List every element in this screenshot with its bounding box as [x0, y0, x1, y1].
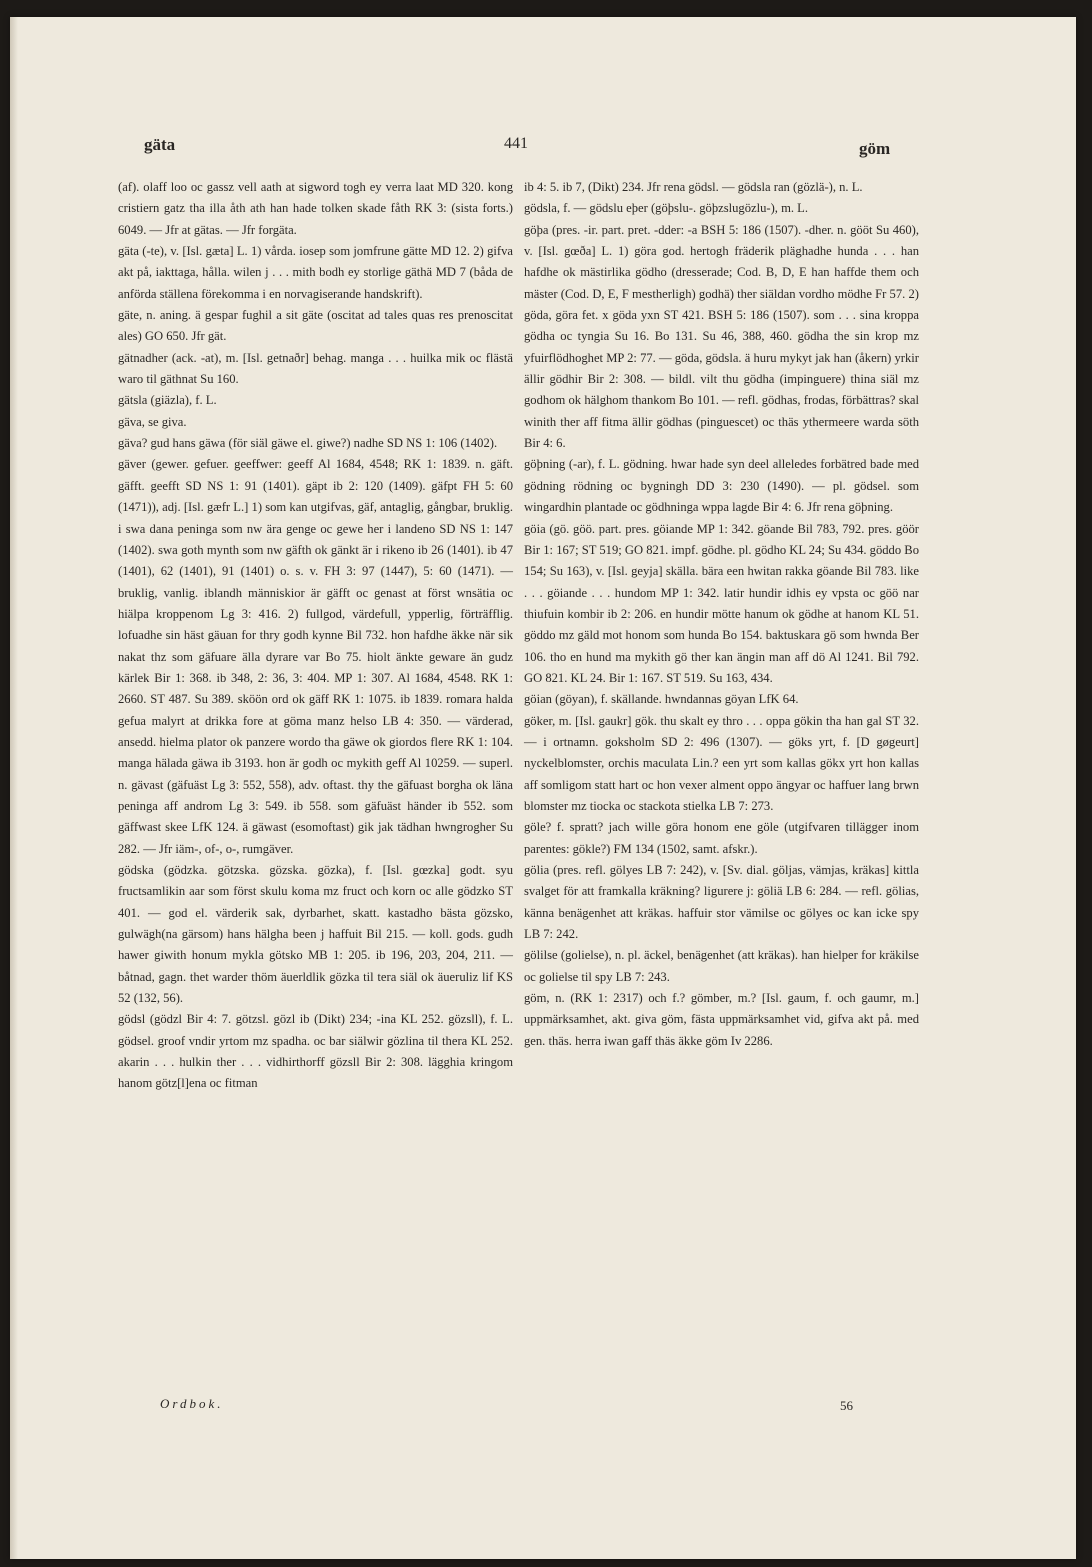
- entry-golilse: gölilse (golielse), n. pl. äckel, benägenhet (att kräkas). han hielper for kräkilse oc golielse til spy LB 7: 243.: [524, 948, 919, 984]
- entry-gate: gäte, n. aning. ä gespar fughil a sit gäte (oscitat ad tales quas res prenoscitat ales) GO 650. Jfr gät.: [118, 308, 513, 344]
- page-number: 441: [504, 135, 528, 152]
- entry-goian: göian (göyan), f. skällande. hwndannas göyan LfK 64.: [524, 692, 799, 707]
- catchword: Ordbok.: [160, 1396, 224, 1411]
- header-left-headword: gäta: [144, 135, 176, 154]
- entry-godska: gödska (gödzka. götzska. gözska. gözka), f. [Isl. gœzka] godt. syu fructsamlikin aar som först skulu koma mz fruct och korn oc alle gödzko ST 401. — god el. värderik sak, dyrbarhet, skatt. kastadho bästa gözsko, gulwägh(na gärsom) hans hälgha been j haffuit Bil 215. — koll. gods. gudh hawer giwith honum mykla götsko MB 1: 205. ib 196, 203, 204, 211. — båtnad, gagn. thet warder thöm äuerldlik gözka til tera siäl ok äueruliz lif KS 52 (132, 56).: [118, 863, 513, 1006]
- entry-goker: göker, m. [Isl. gaukr] gök. thu skalt ey thro . . . oppa gökin tha han gal ST 32. — i ortnamn. goksholm SD 2: 496 (1307). — göks yrt, f. [D gøgeurt] nyckelblomster, orchis maculata Lin.? een yrt som kallas gökx yrt hon kallas aff somligom statt hart oc hon vexer alment oppo ängyar oc haffuer lang brwn blomster mz tiocka oc stackota stielka LB 7: 273.: [524, 713, 919, 813]
- page-edge-shadow: [10, 17, 18, 1559]
- signature-mark: 56: [840, 1398, 853, 1413]
- entry-gatsla: gätsla (giäzla), f. L.: [118, 393, 217, 408]
- entry-gatnadher: gätnadher (ack. -at), m. [Isl. getnaðr] behag. manga . . . huilka mik oc flästä waro til gäthnat Su 160.: [118, 350, 513, 387]
- entry-godsl: gödsl (gödzl Bir 4: 7. götzsl. gözl ib (Dikt) 234; -ina KL 252. gözsll), f. L. gödsel. groof vndir yrtom mz spadha. oc bar siälwir gözlina til thera KL 252. akarin . . . hulkin ther . . . vidhirthorff gözsll Bir 2: 308. lägghia kringom hanom götz[l]ena oc fitman: [118, 1012, 513, 1091]
- left-column: [118, 177, 513, 1095]
- entry-gava: gäva, se giva.: [118, 414, 187, 429]
- entry-gopa: göþa (pres. -ir. part. pret. -dder: -a BSH 5: 186 (1507). -dher. n. gööt Su 460), v. [Isl. gœða] L. 1) göra god. hertogh fräderik pläghadhe hunda . . . han hafdhe ok mästirlika gödho (dresserade; Cod. B, D, E han haffde them och mäster (Cod. D, E, F mestherligh) godhä) ther siäldan vordho mödhe Fr 57. 2) göda, göra fet. x göda yxn ST 421. BSH 5: 186 (1507). som . . . sina kroppa gödha oc tyngia Su 16. Bo 131. Su 46, 388, 460. gödha the sin krop mz yfuirflödhoghet MP 2: 77. — göda, gödsla. ä huru mykyt jak han (åkern) yrkir ällir gödhir Bir 2: 308. — bildl. vilt thu gödha (impinguere) thina siäl mz godhom ok hälghom thankom Bo 101. — refl. gödhas, frodas, förbättras? skal winith ther aff fitma ällir gödhas (pinguescet) oc thäs ythermeere warda söth Bir 4: 6.: [524, 222, 919, 451]
- entry-godsl-cont: ib 4: 5. ib 7, (Dikt) 234. Jfr rena gödsl. — gödsla ran (gözlä-), n. L.: [524, 180, 863, 194]
- entry-gopning: göþning (-ar), f. L. gödning. hwar hade syn deel alleledes forbätred bade med gödning rödning oc bygningh DD 3: 230 (1490). — pl. gödsel. som wingardhin plantade oc gödhninga wppa lagde Bir 4: 6. Jfr rena göþning.: [524, 457, 919, 515]
- dictionary-page: [10, 17, 1076, 1559]
- entry-gata-v: gäta (-te), v. [Isl. gæta] L. 1) vårda. iosep som jomfrune gätte MD 12. 2) gifva akt på, iakttaga, hålla. wilen j . . . mith bodh ey storlige gäthä MD 7 (båda de anförda ställena förekomma i en norvagiserande handskrift).: [118, 244, 513, 301]
- entry-gava-q: gäva? gud hans gäwa (för siäl gäwe el. giwe?) nadhe SD NS 1: 106 (1402).: [118, 436, 498, 451]
- entry-goia: göia (gö. göö. part. pres. göiande MP 1: 342. göande Bil 783, 792. pres. göör Bir 1: 167; ST 519; GO 821. impf. gödhe. pl. gödho KL 24; Su 434. göddo Bo 154; Su 163), v. [Isl. geyja] skälla. bära een hwitan rakka göande Bil 783. like . . . göiande . . . hundom MP 1: 342. latir hundir idhis ey vpsta oc göö nar thiufuin kombir ib 2: 206. en hundir mötte hanum ok gödhe at hanom KL 51. göddo mz gäld mot honom som hunda Bo 154. baktuskara gö som hwnda Ber 106. tho en hund ma mykith gö ther kan ängin man aff dö Al 1241. Bil 792. GO 821. KL 24. Bir 1: 167. ST 519. Su 163, 434.: [524, 521, 919, 685]
- entry-godsla: gödsla, f. — gödslu eþer (göþslu-. göþzslugözlu-), m. L.: [524, 201, 809, 216]
- running-header: [10, 135, 1076, 167]
- entry-golia: gölia (pres. refl. gölyes LB 7: 242), v. [Sv. dial. göljas, vämjas, kräkas] kittla svalget för att framkalla kräkning? ligurere j: göliä LB 6: 284. — refl. gölias, känna benägenhet att kräkas. haffuir stor vämilse oc gölyes oc kan icke spy LB 7: 242.: [524, 863, 919, 942]
- entry-gom: göm, n. (RK 1: 2317) och f.? gömber, m.? [Isl. gaum, f. och gaumr, m.] uppmärksamhet, akt. giva göm, fästa uppmärksamhet vid, gifva akt på. med gen. thäs. herra iwan gaff thäs äkke göm Iv 2286.: [524, 991, 919, 1048]
- right-column: [524, 177, 919, 1052]
- entry-gaver: gäver (gewer. gefuer. geeffwer: geeff Al 1684, 4548; RK 1: 1839. n. gäft. gäfft. geefft SD NS 1: 91 (1401). gäpt ib 2: 120 (1409). gäfpt FH 5: 60 (1471)), adj. [Isl. gæfr L.] 1) som kan utgifvas, gäf, antaglig, gångbar, bruklig. i swa dana peninga som nw ära genge oc gewe her i landeno SD NS 1: 147 (1402). swa goth mynth som nw gäfth ok gänkt är i rikeno ib 26 (1401). ib 47 (1401), 62 (1401), 91 (1401) o. s. v. FH 3: 97 (1447), 5: 60 (1471). — bruklig, vanlig. iblandh människior är gäfft oc genast at först wnsätia oc hiälpa kroppenom Lg 3: 416. 2) fullgod, värdefull, ypperlig, förträfflig. lofuadhe sin häst gäuan for thry godh kynne Bil 732. hon hafdhe äkke när sik nakat thz som gäfuare älla dyrare var Bo 75. hiolt änkte geware än gudz kärlek Bir 1: 368. ib 348, 2: 36, 3: 404. MP 1: 307. Al 1684, 4548. RK 1: 2660. ST 487. Su 389. sköön ord ok gäff RK 1: 1075. ib 1839. romara halda gefua malyrt at drikka fore at göma manz helso LB 4: 350. — värderad, ansedd. hielma plator ok panzere wordo tha gäwe ok giordos flere RK 1: 104. manga hälada gäwa ib 3193. hon är godh oc mykith geff Al 10259. — superl. n. gävast (gäfuäst Lg 3: 552, 558), adv. oftast. thy the gäfuast borgha ok läna peninga aff androm Lg 3: 549. ib 558. som gäfuäst händer ib 552. som gäffwast skee LfK 124. ä gäwast (esomoftast) gik jak tädhan hwngrogher Su 282. — Jfr iäm-, of-, o-, rumgäver.: [118, 457, 513, 856]
- entry-gata-cont: (af). olaff loo oc gassz vell aath at sigword togh ey verra laat MD 320. kong cristiern gatz tha illa åth ath han hade tolken skade fåth RK 3: (sista forts.) 6049. — Jfr at gätas. — Jfr forgäta.: [118, 180, 513, 237]
- entry-gole: göle? f. spratt? jach wille göra honom ene göle (utgifvaren tillägger inom parentes: gökle?) FM 134 (1502, samt. afskr.).: [524, 820, 919, 856]
- header-right-headword: göm: [859, 139, 891, 158]
